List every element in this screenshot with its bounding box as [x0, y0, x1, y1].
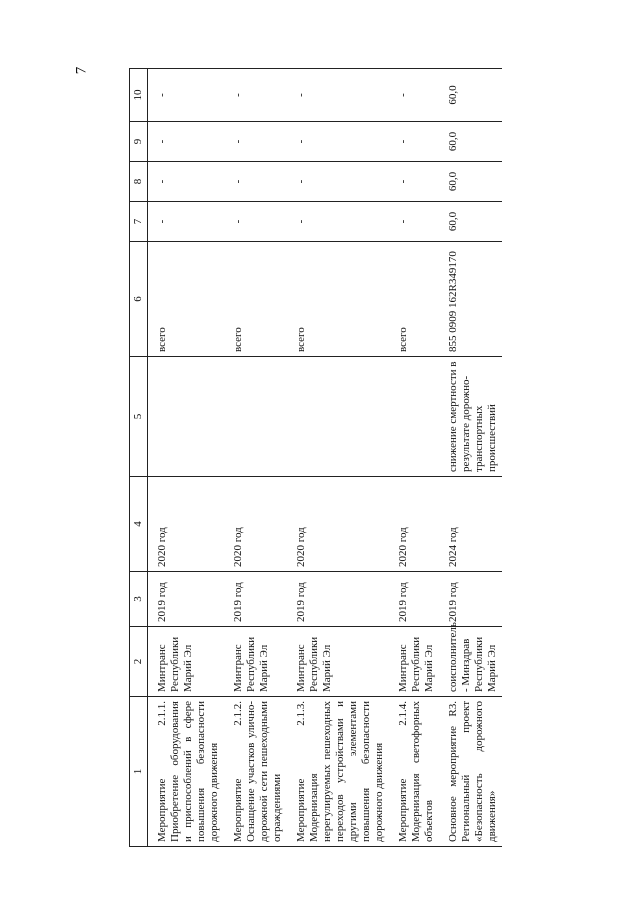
value-cell: 60,0 — [439, 122, 502, 162]
header-cell: 3 — [130, 572, 148, 627]
value-cell: 60,0 — [439, 69, 502, 122]
value-cell: - — [287, 202, 389, 242]
table-row — [389, 69, 439, 847]
value-cell: - — [148, 202, 225, 242]
budget-code-cell: всего — [224, 242, 287, 357]
result-cell: снижение смертности в результате дорожно-транспортных происшествий — [439, 357, 502, 477]
header-cell: 6 — [130, 242, 148, 357]
page-number: 7 — [73, 66, 90, 75]
executor-cell: Минтранс Республики Марий Эл — [287, 627, 389, 697]
result-cell — [224, 357, 287, 477]
value-cell: - — [287, 122, 389, 162]
value-cell: - — [224, 122, 287, 162]
value-cell: - — [287, 69, 389, 122]
end-year-cell: 2020 год — [224, 477, 287, 572]
header-cell: 7 — [130, 202, 148, 242]
executor-cell: Минтранс Республики Марий Эл — [148, 627, 225, 697]
start-year-cell: 2019 год — [287, 572, 389, 627]
end-year-cell: 2024 год — [439, 477, 502, 572]
header-cell: 9 — [130, 122, 148, 162]
value-cell: - — [148, 162, 225, 202]
header-cell: 8 — [130, 162, 148, 202]
value-cell: 60,0 — [439, 162, 502, 202]
end-year-cell: 2020 год — [287, 477, 389, 572]
result-cell — [148, 357, 225, 477]
header-cell: 2 — [130, 627, 148, 697]
value-cell: - — [224, 69, 287, 122]
rotated-table-container — [129, 69, 631, 847]
measure-name-cell: Мероприятие 2.1.2. Оснащение участков улично-дорожной сети пешеходными ограждениями — [224, 697, 287, 847]
end-year-cell: 2020 год — [389, 477, 439, 572]
value-cell: - — [389, 162, 439, 202]
table-row — [287, 69, 389, 847]
table-row — [148, 69, 225, 847]
budget-code-cell: всего — [389, 242, 439, 357]
executor-cell: соисполнитель - Минздрав Республики Марий Эл — [439, 627, 502, 697]
end-year-cell: 2020 год — [148, 477, 225, 572]
executor-cell: Минтранс Республики Марий Эл — [389, 627, 439, 697]
value-cell: - — [389, 69, 439, 122]
budget-code-cell: всего — [148, 242, 225, 357]
value-cell: - — [389, 122, 439, 162]
header-cell: 5 — [130, 357, 148, 477]
table-row — [224, 69, 287, 847]
table-row — [439, 69, 502, 847]
measure-name-cell: Мероприятие 2.1.1. Приобретение оборудования и приспособлений в сфере повышения безопасности дорожного движения — [148, 697, 225, 847]
measure-name-cell: Мероприятие 2.1.3. Модернизация нерегулируемых пешеходных переходов устройствами и другими элементами повышения безопасности дорожного движения — [287, 697, 389, 847]
value-cell: - — [389, 202, 439, 242]
executor-cell: Минтранс Республики Марий Эл — [224, 627, 287, 697]
header-cell: 1 — [130, 697, 148, 847]
start-year-cell: 2019 год — [224, 572, 287, 627]
value-cell: 60,0 — [439, 202, 502, 242]
value-cell: - — [224, 162, 287, 202]
budget-code-cell: 855 0909 162R349170 — [439, 242, 502, 357]
header-cell: 10 — [130, 69, 148, 122]
measure-name-cell: Основное мероприятие R3. Региональный проект «Безопасность дорожного движения» — [439, 697, 502, 847]
result-cell — [389, 357, 439, 477]
header-row — [130, 69, 148, 847]
value-cell: - — [148, 69, 225, 122]
value-cell: - — [148, 122, 225, 162]
program-measures-table — [129, 68, 502, 847]
header-cell: 4 — [130, 477, 148, 572]
measure-name-cell: Мероприятие 2.1.4. Модернизация светофорных объектов — [389, 697, 439, 847]
value-cell: - — [287, 162, 389, 202]
result-cell — [287, 357, 389, 477]
value-cell: - — [224, 202, 287, 242]
start-year-cell: 2019 год — [389, 572, 439, 627]
budget-code-cell: всего — [287, 242, 389, 357]
start-year-cell: 2019 год — [148, 572, 225, 627]
start-year-cell: 2019 год — [439, 572, 502, 627]
